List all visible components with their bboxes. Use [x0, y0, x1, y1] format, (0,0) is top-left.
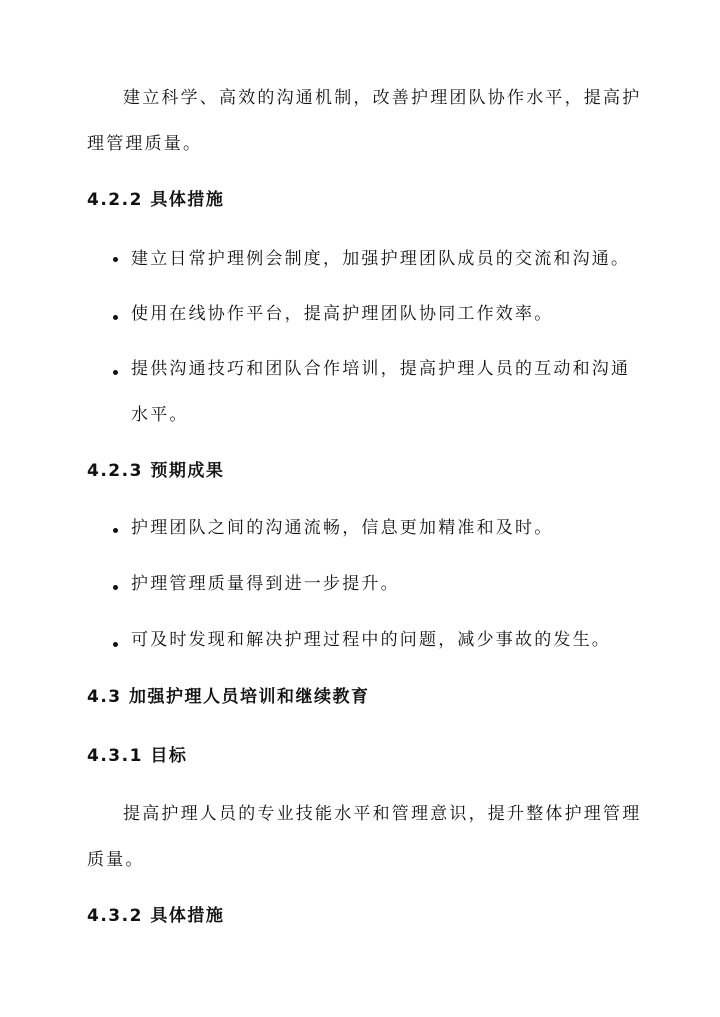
- measure-item-2: 使用在线协作平台，提高护理团队协同工作效率。: [131, 304, 554, 324]
- intro-paragraph-line-1: 建立科学、高效的沟通机制，改善护理团队协作水平，提高护: [123, 88, 642, 108]
- measure-item-3: 提供沟通技巧和团队合作培训，提高护理人员的互动和沟通: [131, 359, 631, 379]
- intro-paragraph-line-2: 理管理质量。: [87, 134, 203, 154]
- bullet-marker: [113, 642, 118, 647]
- measure-item-1: 建立日常护理例会制度，加强护理团队成员的交流和沟通。: [131, 249, 631, 269]
- goal-paragraph-line-1: 提高护理人员的专业技能水平和管理意识，提升整体护理管理: [123, 804, 642, 824]
- bullet-marker: [113, 257, 118, 262]
- section-heading-4-3: 4.3 加强护理人员培训和继续教育: [87, 687, 370, 707]
- section-heading-4-3-1: 4.3.1 目标: [87, 746, 188, 766]
- bullet-marker: [113, 370, 118, 375]
- measure-item-3-continuation: 水平。: [131, 405, 189, 425]
- bullet-marker: [113, 528, 118, 533]
- result-item-2: 护理管理质量得到进一步提升。: [131, 574, 400, 594]
- bullet-marker: [113, 315, 118, 320]
- section-heading-4-2-3: 4.2.3 预期成果: [87, 461, 225, 481]
- goal-paragraph-line-2: 质量。: [87, 850, 145, 870]
- section-heading-4-3-2: 4.3.2 具体措施: [87, 906, 225, 926]
- result-item-1: 护理团队之间的沟通流畅，信息更加精准和及时。: [131, 518, 554, 538]
- bullet-marker: [113, 585, 118, 590]
- section-heading-4-2-2: 4.2.2 具体措施: [87, 190, 225, 210]
- result-item-3: 可及时发现和解决护理过程中的问题，减少事故的发生。: [131, 630, 611, 650]
